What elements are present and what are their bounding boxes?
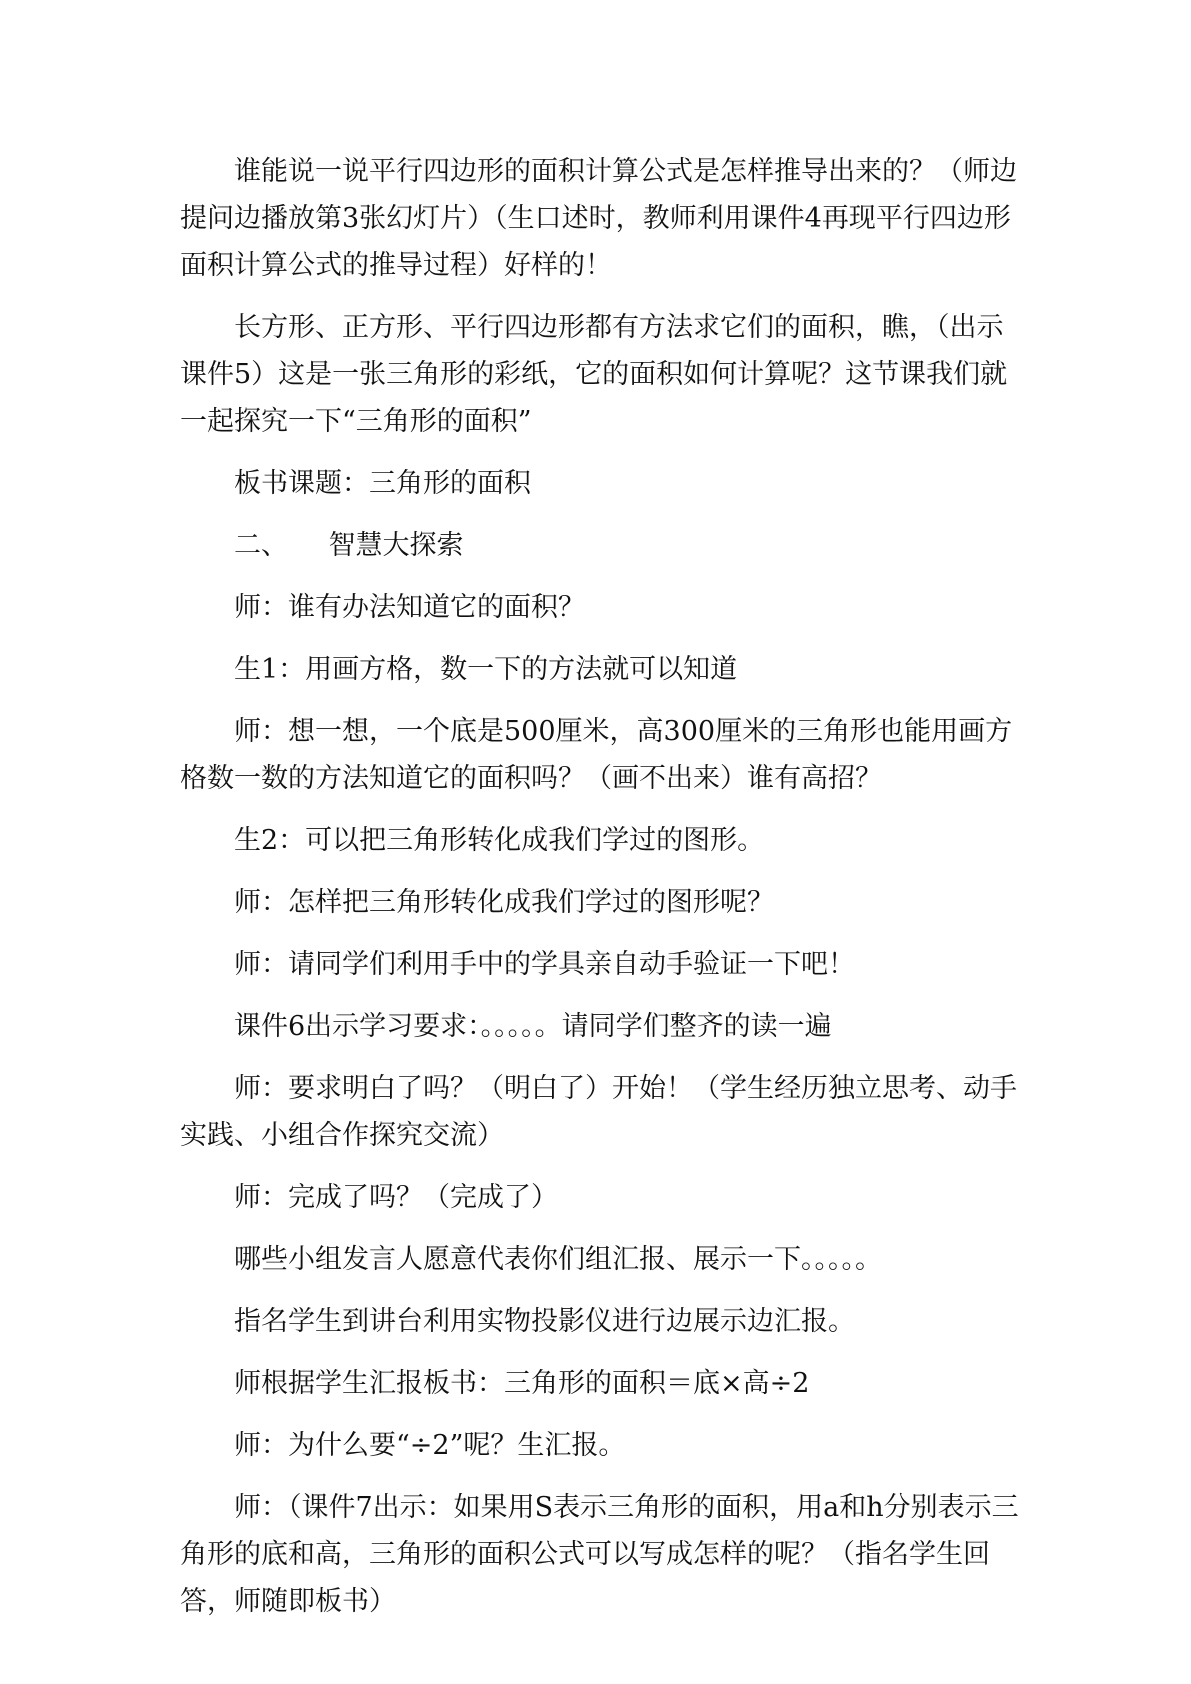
paragraph-7: 师：想一想，一个底是500厘米，高300厘米的三角形也能用画方格数一数的方法知道它的面积吗？（画不出来）谁有高招？ bbox=[180, 716, 1013, 794]
paragraph-18: 师：（课件7出示：如果用S表示三角形的面积，用a和h分别表示三角形的底和高，三角形的面积公式可以写成怎样的呢？（指名学生回答，师随即板书） bbox=[180, 1492, 1019, 1617]
document-body bbox=[180, 148, 1020, 1640]
section-heading: 二、 智慧大探索 bbox=[234, 530, 464, 561]
paragraph-3: 板书课题：三角形的面积 bbox=[234, 468, 531, 499]
paragraph-12: 师：要求明白了吗？（明白了）开始！（学生经历独立思考、动手实践、小组合作探究交流） bbox=[180, 1073, 1017, 1151]
paragraph-14: 哪些小组发言人愿意代表你们组汇报、展示一下。。。。。 bbox=[234, 1244, 882, 1275]
paragraph-16: 师根据学生汇报板书：三角形的面积＝底×高÷2 bbox=[234, 1368, 810, 1399]
paragraph-13: 师：完成了吗？（完成了） bbox=[234, 1182, 558, 1213]
paragraph-17: 师：为什么要“÷2”呢？生汇报。 bbox=[234, 1430, 626, 1461]
paragraph-6: 生1：用画方格，数一下的方法就可以知道 bbox=[234, 654, 738, 685]
paragraph-8: 生2：可以把三角形转化成我们学过的图形。 bbox=[234, 825, 765, 856]
paragraph-5: 师：谁有办法知道它的面积？ bbox=[234, 592, 585, 623]
paragraph-1: 谁能说一说平行四边形的面积计算公式是怎样推导出来的？（师边提问边播放第3张幻灯片）（生口述时，教师利用课件4再现平行四边形面积计算公式的推导过程）好样的！ bbox=[180, 156, 1017, 281]
paragraph-2: 长方形、正方形、平行四边形都有方法求它们的面积，瞧，（出示课件5）这是一张三角形的彩纸，它的面积如何计算呢？这节课我们就一起探究一下“三角形的面积” bbox=[180, 312, 1008, 437]
paragraph-15: 指名学生到讲台利用实物投影仪进行边展示边汇报。 bbox=[234, 1306, 855, 1337]
paragraph-10: 师：请同学们利用手中的学具亲自动手验证一下吧！ bbox=[234, 949, 855, 980]
paragraph-9: 师：怎样把三角形转化成我们学过的图形呢？ bbox=[234, 887, 774, 918]
paragraph-11: 课件6出示学习要求：。。。。。请同学们整齐的读一遍 bbox=[234, 1011, 832, 1042]
